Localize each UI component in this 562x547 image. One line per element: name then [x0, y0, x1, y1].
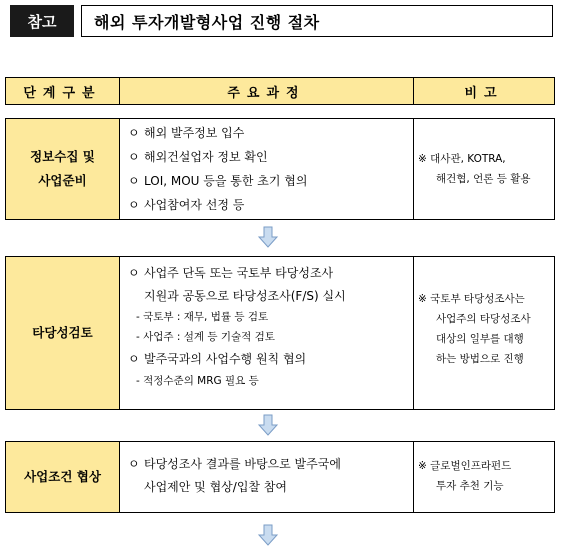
section-label	[6, 442, 120, 512]
section-label	[6, 257, 120, 409]
note-mark: ※	[418, 460, 427, 472]
list-item	[128, 452, 407, 476]
note-mark: ※	[418, 153, 427, 165]
label-line: 정보수집 및	[30, 149, 95, 164]
header-remarks: 비고	[414, 78, 554, 104]
item-text: 발주국과의 사업수행 원칙 협의	[144, 352, 307, 366]
note-line: 투자 추천 기능	[436, 480, 504, 492]
bullet-mark: ㅇ	[128, 266, 140, 280]
note-line: 하는 방법으로 진행	[436, 353, 524, 365]
down-arrow-icon	[257, 226, 279, 248]
section-info-gathering	[5, 118, 555, 220]
list-item	[128, 121, 407, 145]
section-body	[120, 257, 414, 409]
sub-item: - 사업주 : 설계 등 기술적 검토	[136, 331, 275, 343]
bullet-mark: ㅇ	[128, 457, 140, 471]
sub-item: - 적정수준의 MRG 필요 등	[136, 375, 259, 387]
note-mark: ※	[418, 293, 427, 305]
section-note	[414, 257, 554, 409]
label-line: 타당성검토	[32, 325, 93, 340]
note-text: 국토부 타당성조사는	[430, 293, 525, 305]
bullet-mark: ㅇ	[128, 198, 140, 212]
item-text: 해외 발주정보 입수	[144, 126, 245, 140]
header-process: 주요과정	[120, 78, 414, 104]
item-text: LOI, MOU 등을 통한 초기 협의	[144, 174, 308, 188]
section-body	[120, 442, 414, 512]
note-text: 대사관, KOTRA,	[430, 153, 506, 165]
item-text: 타당성조사 결과를 바탕으로 발주국에	[144, 457, 341, 471]
section-body	[120, 119, 414, 219]
item-text: 사업주 단독 또는 국토부 타당성조사	[144, 266, 334, 280]
item-text: 사업참여자 선정 등	[144, 198, 245, 212]
section-note	[414, 119, 554, 219]
bullet-mark: ㅇ	[128, 150, 140, 164]
list-item	[128, 193, 407, 217]
section-note	[414, 442, 554, 512]
bullet-mark: ㅇ	[128, 174, 140, 188]
bullet-mark: ㅇ	[128, 126, 140, 140]
down-arrow-icon	[257, 414, 279, 436]
sub-item: - 국토부 : 재무, 법률 등 검토	[136, 311, 269, 323]
list-item	[128, 145, 407, 169]
note-line: 해건협, 언론 등 활용	[436, 173, 531, 185]
label-line: 사업준비	[38, 173, 87, 188]
item-continuation: 지원과 공동으로 타당성조사(F/S) 실시	[144, 289, 346, 303]
note-line	[418, 456, 550, 476]
bullet-mark: ㅇ	[128, 352, 140, 366]
section-label	[6, 119, 120, 219]
label-line: 사업조건 협상	[24, 469, 101, 484]
down-arrow-icon	[257, 524, 279, 546]
section-negotiation	[5, 441, 555, 513]
item-text: 해외건설업자 정보 확인	[144, 150, 268, 164]
note-line	[418, 289, 550, 309]
note-line: 사업주의 타당성조사	[436, 313, 531, 325]
header-stage: 단계구분	[6, 78, 120, 104]
note-text: 글로벌인프라펀드	[430, 460, 512, 472]
list-item	[128, 261, 407, 285]
list-item	[128, 347, 407, 371]
note-line: 대상의 일부를 대행	[436, 333, 524, 345]
section-feasibility	[5, 256, 555, 410]
item-continuation: 사업제안 및 협상/입찰 참여	[144, 480, 287, 494]
note-line	[418, 149, 550, 169]
list-item	[128, 169, 407, 193]
table-header	[5, 77, 555, 105]
title-badge: 참고	[10, 5, 74, 37]
page-title: 해외 투자개발형사업 진행 절차	[81, 5, 553, 37]
